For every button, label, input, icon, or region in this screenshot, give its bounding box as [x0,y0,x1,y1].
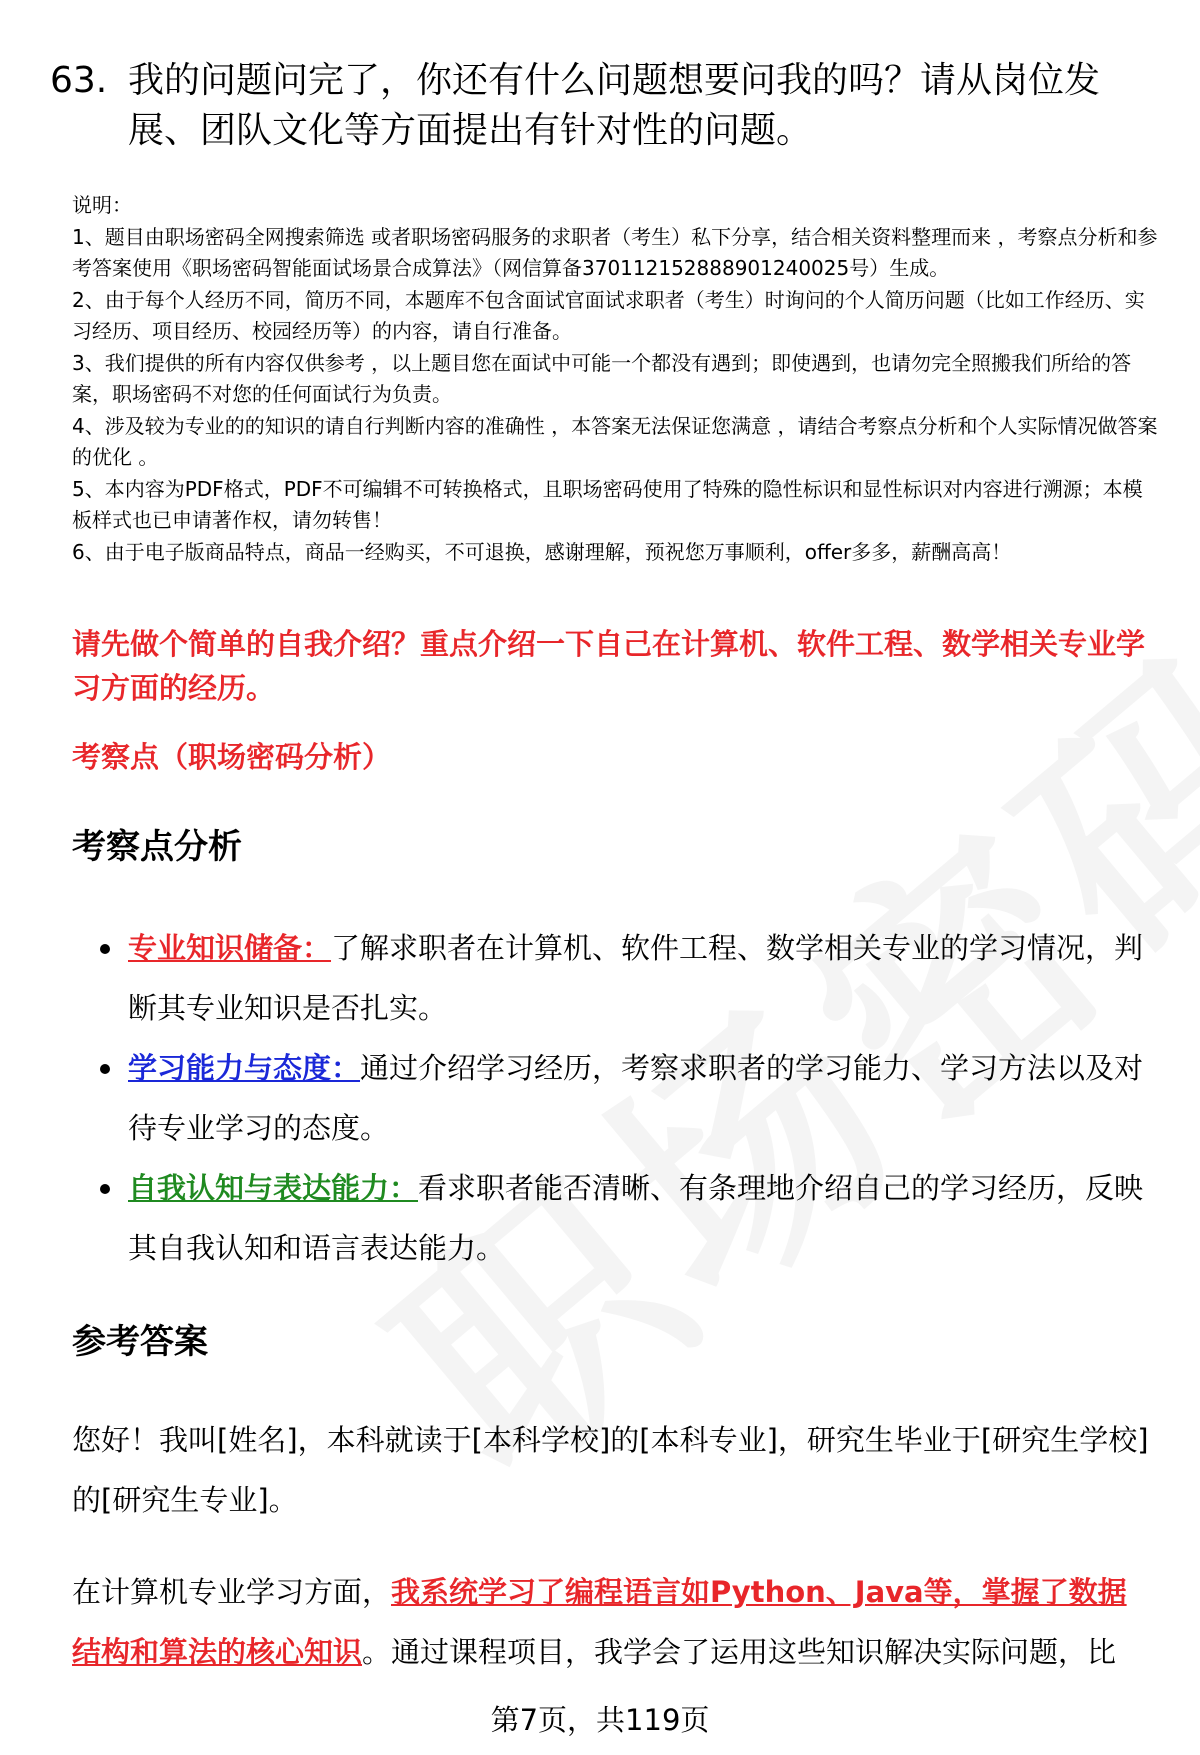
analysis-term: 专业知识储备： [128,931,332,965]
notes-item: 2、由于每个人经历不同，简历不同，本题库不包含面试官面试求职者（考生）时询问的个人简历问题（比如工作经历、实习经历、项目经历、校园经历等）的内容，请自行准备。 [72,287,1145,343]
page-footer: 第7页，共119页 [490,1703,710,1737]
answer-heading: 参考答案 [72,1322,208,1362]
answer-p2-highlight: 我系统学习了编程语言如Python、Java等，掌握了数据结构和算法的核心知识 [72,1575,1127,1669]
question-number: 63. [50,60,108,101]
analysis-text: 了解求职者在计算机、软件工程、数学相关专业的学习情况，判断其专业知识是否扎实。 [128,931,1144,1025]
analysis-list [100,918,1160,1278]
analysis-label: 考察点（职场密码分析） [72,740,392,774]
notes-item: 5、本内容为PDF格式，PDF不可编辑不可转换格式，且职场密码使用了特殊的隐性标识和显性标识对内容进行溯源；本模板样式也已申请著作权，请勿转售！ [72,476,1143,532]
analysis-text: 通过介绍学习经历，考察求职者的学习能力、学习方法以及对待专业学习的态度。 [128,1051,1144,1145]
answer-p2-prefix: 在计算机专业学习方面， [72,1575,392,1609]
answer-p2-suffix: 。通过课程项目，我学会了运用这些知识解决实际问题，比 [362,1635,1117,1669]
analysis-term: 学习能力与态度： [128,1051,361,1085]
notes-item: 1、题目由职场密码全网搜索筛选 或者职场密码服务的求职者（考生）私下分享，结合相关资料整理而来 ，考察点分析和参考答案使用《职场密码智能面试场景合成算法》（网信算备370112152888901240025号）生成。 [72,224,1158,280]
bullet-dot-icon [100,1184,110,1194]
notes-item: 4、涉及较为专业的的知识的请自行判断内容的准确性 ，本答案无法保证您满意 ，请结合考察点分析和个人实际情况做答案的优化 。 [72,413,1158,469]
analysis-item [100,1158,1160,1278]
bullet-dot-icon [100,944,110,954]
analysis-text: 看求职者能否清晰、有条理地介绍自己的学习经历，反映其自我认知和语言表达能力。 [128,1171,1144,1265]
question-text: 我的问题问完了，你还有什么问题想要问我的吗？请从岗位发展、团队文化等方面提出有针对性的问题。 [128,60,1101,151]
analysis-item [100,1038,1160,1158]
notes-heading: 说明： [72,193,132,217]
answer-paragraph-1: 您好！我叫[姓名]，本科就读于[本科学校]的[本科专业]，研究生毕业于[研究生学校]的[研究生专业]。 [72,1423,1149,1517]
notes-section [72,190,1162,568]
analysis-heading: 考察点分析 [72,827,242,867]
bullet-dot-icon [100,1064,110,1074]
self-intro-question: 请先做个简单的自我介绍？重点介绍一下自己在计算机、软件工程、数学相关专业学习方面的经历。 [72,627,1146,705]
analysis-term: 自我认知与表达能力： [128,1171,419,1205]
notes-item: 3、我们提供的所有内容仅供参考 ，以上题目您在面试中可能一个都没有遇到；即使遇到，也请勿完全照搬我们所给的答案，职场密码不对您的任何面试行为负责。 [72,350,1132,406]
notes-item: 6、由于电子版商品特点，商品一经购买，不可退换，感谢理解，预祝您万事顺利，offer多多，薪酬高高！ [72,539,1012,564]
analysis-item [100,918,1160,1038]
answer-paragraph-2 [72,1562,1152,1682]
question-title [50,56,1130,156]
